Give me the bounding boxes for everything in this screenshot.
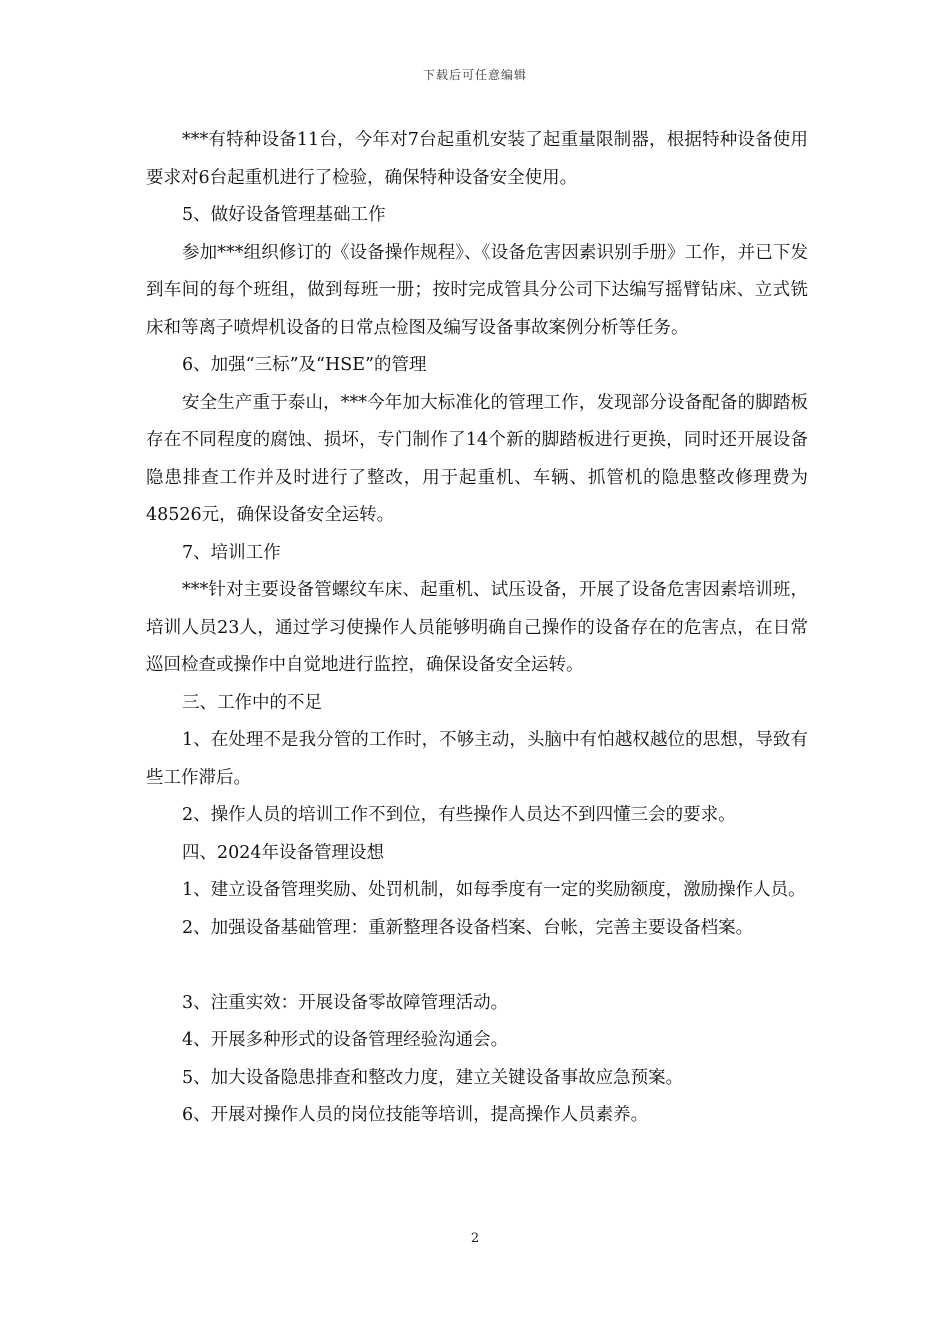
plan-item-3: 3、注重实效：开展设备零故障管理活动。 <box>182 992 509 1013</box>
section-heading-shortcomings: 三、工作中的不足 <box>182 692 322 713</box>
plan-item-5: 5、加大设备隐患排查和整改力度，建立关键设备事故应急预案。 <box>182 1067 684 1088</box>
heading-item-5: 5、做好设备管理基础工作 <box>182 205 386 225</box>
shortcoming-item-2: 2、操作人员的培训工作不到位，有些操作人员达不到四懂三会的要求。 <box>182 805 736 825</box>
plan-item-1: 1、建立设备管理奖励、处罚机制，如每季度有一定的奖励额度，激励操作人员。 <box>182 880 806 900</box>
document-body <box>146 122 808 1135</box>
plan-item-6: 6、开展对操作人员的岗位技能等培训，提高操作人员素养。 <box>182 1105 649 1125</box>
blank-line <box>146 947 808 985</box>
paragraph-training: ***针对主要设备管螺纹车床、起重机、试压设备，开展了设备危害因素培训班，培训人员23人，通过学习使操作人员能够明确自己操作的设备存在的危害点，在日常巡回检查或操作中自觉地进行监控，确保设备安全运转。 <box>146 580 808 675</box>
paragraph-safety: 安全生产重于泰山，***今年加大标准化的管理工作，发现部分设备配备的脚踏板存在不同程度的腐蚀、损坏，专门制作了14个新的脚踏板进行更换，同时还开展设备隐患排查工作并及时进行了整改，用于起重机、车辆、抓管机的隐患整改修理费为48526元，确保设备安全运转。 <box>146 392 808 525</box>
section-heading-plans: 四、2024年设备管理设想 <box>182 842 385 863</box>
paragraph-procedures: 参加***组织修订的《设备操作规程》、《设备危害因素识别手册》工作，并已下发到车间的每个班组，做到每班一册；按时完成管具分公司下达编写摇臂钻床、立式铣床和等离子喷焊机设备的日常点检图及编写设备事故案例分析等任务。 <box>146 242 808 338</box>
shortcoming-item-1: 1、在处理不是我分管的工作时，不够主动，头脑中有怕越权越位的思想，导致有些工作滞后。 <box>146 730 808 788</box>
paragraph-special-equipment: ***有特种设备11台，今年对7台起重机安装了起重量限制器，根据特种设备使用要求对6台起重机进行了检验，确保特种设备安全使用。 <box>146 130 808 188</box>
heading-item-6: 6、加强“三标”及“HSE”的管理 <box>182 355 427 375</box>
plan-item-4: 4、开展多种形式的设备管理经验沟通会。 <box>182 1030 509 1050</box>
page-number: 2 <box>470 1231 480 1246</box>
page-header: 下载后可任意编辑 <box>422 68 527 82</box>
heading-item-7: 7、培训工作 <box>182 542 281 563</box>
plan-item-2: 2、加强设备基础管理：重新整理各设备档案、台帐，完善主要设备档案。 <box>182 917 754 938</box>
